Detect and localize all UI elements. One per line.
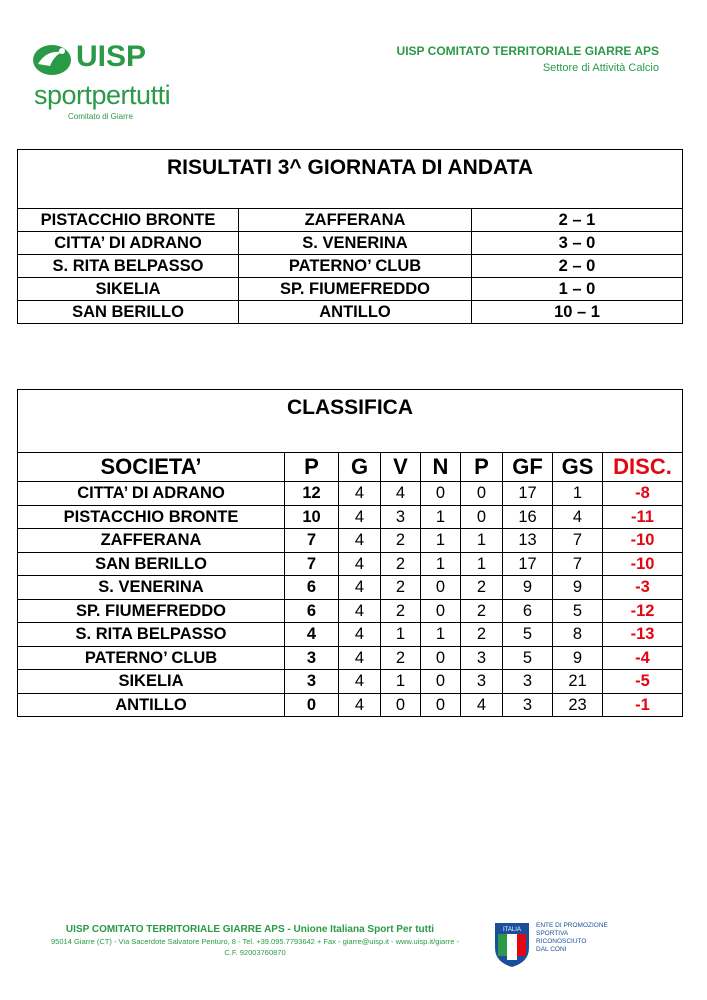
footer-cf: C.F. 92003760870 bbox=[224, 948, 286, 957]
draws: 1 bbox=[421, 552, 461, 576]
discipline-points: -12 bbox=[603, 599, 683, 623]
draws: 1 bbox=[421, 529, 461, 553]
played: 4 bbox=[339, 623, 381, 647]
losses: 1 bbox=[461, 552, 503, 576]
team-name: PATERNO’ CLUB bbox=[18, 646, 285, 670]
goals-against: 8 bbox=[553, 623, 603, 647]
goals-for: 6 bbox=[503, 599, 553, 623]
points: 3 bbox=[285, 670, 339, 694]
discipline-points: -5 bbox=[603, 670, 683, 694]
wins: 4 bbox=[381, 482, 421, 506]
goals-for: 17 bbox=[503, 482, 553, 506]
logo-brand: UISP bbox=[76, 40, 147, 73]
match-row bbox=[18, 255, 683, 278]
losses: 3 bbox=[461, 646, 503, 670]
team-name: SIKELIA bbox=[18, 670, 285, 694]
points: 6 bbox=[285, 576, 339, 600]
org-subtitle: Settore di Attività Calcio bbox=[542, 62, 659, 74]
column-header: SOCIETA’ bbox=[18, 453, 285, 482]
column-header: N bbox=[421, 453, 461, 482]
coni-line: SPORTIVA bbox=[536, 930, 569, 937]
org-title: UISP COMITATO TERRITORIALE GIARRE APS bbox=[396, 44, 659, 58]
standings-row bbox=[18, 529, 683, 553]
wins: 0 bbox=[381, 693, 421, 717]
goals-against: 9 bbox=[553, 646, 603, 670]
home-team: PISTACCHIO BRONTE bbox=[18, 209, 239, 232]
played: 4 bbox=[339, 646, 381, 670]
losses: 2 bbox=[461, 623, 503, 647]
coni-line: RICONOSCIUTO bbox=[536, 938, 587, 945]
team-name: S. RITA BELPASSO bbox=[18, 623, 285, 647]
points: 7 bbox=[285, 529, 339, 553]
points: 4 bbox=[285, 623, 339, 647]
standings-table bbox=[17, 389, 683, 717]
draws: 1 bbox=[421, 623, 461, 647]
coni-country-label: ITALIA bbox=[503, 927, 521, 933]
points: 3 bbox=[285, 646, 339, 670]
home-team: CITTA’ DI ADRANO bbox=[18, 232, 239, 255]
goals-against: 4 bbox=[553, 505, 603, 529]
standings-row bbox=[18, 646, 683, 670]
match-row bbox=[18, 301, 683, 324]
played: 4 bbox=[339, 529, 381, 553]
played: 4 bbox=[339, 576, 381, 600]
home-team: SIKELIA bbox=[18, 278, 239, 301]
losses: 0 bbox=[461, 482, 503, 506]
discipline-points: -4 bbox=[603, 646, 683, 670]
discipline-points: -1 bbox=[603, 693, 683, 717]
wins: 2 bbox=[381, 599, 421, 623]
away-team: ANTILLO bbox=[239, 301, 472, 324]
match-score: 3 – 0 bbox=[472, 232, 683, 255]
goals-for: 13 bbox=[503, 529, 553, 553]
runner-logo-icon bbox=[32, 42, 74, 78]
match-score: 10 – 1 bbox=[472, 301, 683, 324]
standings-row bbox=[18, 576, 683, 600]
footer-address: 95014 Giarre (CT) - Via Sacerdote Salvatore Penturo, 8 - Tel. +39.095.7793642 + Fax - giarre@uisp.it - www.uisp.it/giarre - bbox=[51, 937, 459, 946]
played: 4 bbox=[339, 552, 381, 576]
draws: 0 bbox=[421, 576, 461, 600]
home-team: SAN BERILLO bbox=[18, 301, 239, 324]
home-team: S. RITA BELPASSO bbox=[18, 255, 239, 278]
goals-against: 21 bbox=[553, 670, 603, 694]
team-name: PISTACCHIO BRONTE bbox=[18, 505, 285, 529]
losses: 1 bbox=[461, 529, 503, 553]
column-header: GF bbox=[503, 453, 553, 482]
losses: 0 bbox=[461, 505, 503, 529]
wins: 1 bbox=[381, 670, 421, 694]
goals-against: 7 bbox=[553, 529, 603, 553]
played: 4 bbox=[339, 505, 381, 529]
discipline-points: -11 bbox=[603, 505, 683, 529]
goals-against: 9 bbox=[553, 576, 603, 600]
match-score: 2 – 1 bbox=[472, 209, 683, 232]
team-name: CITTA’ DI ADRANO bbox=[18, 482, 285, 506]
standings-row bbox=[18, 505, 683, 529]
points: 12 bbox=[285, 482, 339, 506]
match-row bbox=[18, 278, 683, 301]
losses: 3 bbox=[461, 670, 503, 694]
discipline-points: -13 bbox=[603, 623, 683, 647]
away-team: PATERNO’ CLUB bbox=[239, 255, 472, 278]
italia-shield-icon bbox=[494, 922, 530, 968]
goals-for: 5 bbox=[503, 646, 553, 670]
column-header: GS bbox=[553, 453, 603, 482]
column-header: P bbox=[461, 453, 503, 482]
played: 4 bbox=[339, 482, 381, 506]
wins: 2 bbox=[381, 576, 421, 600]
points: 10 bbox=[285, 505, 339, 529]
draws: 0 bbox=[421, 670, 461, 694]
discipline-points: -3 bbox=[603, 576, 683, 600]
team-name: ZAFFERANA bbox=[18, 529, 285, 553]
points: 0 bbox=[285, 693, 339, 717]
discipline-points: -8 bbox=[603, 482, 683, 506]
coni-text bbox=[536, 922, 608, 954]
wins: 2 bbox=[381, 529, 421, 553]
played: 4 bbox=[339, 693, 381, 717]
standings-title: CLASSIFICA bbox=[18, 390, 683, 453]
standings-row bbox=[18, 482, 683, 506]
column-header: V bbox=[381, 453, 421, 482]
team-name: SP. FIUMEFREDDO bbox=[18, 599, 285, 623]
column-header: G bbox=[339, 453, 381, 482]
match-row bbox=[18, 209, 683, 232]
match-row bbox=[18, 232, 683, 255]
coni-line: ENTE DI PROMOZIONE bbox=[536, 922, 608, 929]
played: 4 bbox=[339, 670, 381, 694]
goals-against: 7 bbox=[553, 552, 603, 576]
away-team: ZAFFERANA bbox=[239, 209, 472, 232]
team-name: ANTILLO bbox=[18, 693, 285, 717]
goals-for: 16 bbox=[503, 505, 553, 529]
wins: 1 bbox=[381, 623, 421, 647]
match-score: 2 – 0 bbox=[472, 255, 683, 278]
losses: 2 bbox=[461, 599, 503, 623]
match-score: 1 – 0 bbox=[472, 278, 683, 301]
standings-row bbox=[18, 552, 683, 576]
standings-row bbox=[18, 693, 683, 717]
draws: 0 bbox=[421, 599, 461, 623]
goals-against: 1 bbox=[553, 482, 603, 506]
away-team: SP. FIUMEFREDDO bbox=[239, 278, 472, 301]
goals-for: 9 bbox=[503, 576, 553, 600]
wins: 2 bbox=[381, 646, 421, 670]
points: 6 bbox=[285, 599, 339, 623]
uisp-logo bbox=[32, 40, 192, 130]
column-header: DISC. bbox=[603, 453, 683, 482]
column-header: P bbox=[285, 453, 339, 482]
results-table bbox=[17, 149, 683, 324]
draws: 0 bbox=[421, 693, 461, 717]
draws: 0 bbox=[421, 646, 461, 670]
standings-row bbox=[18, 623, 683, 647]
coni-line: DAL CONI bbox=[536, 946, 567, 953]
standings-row bbox=[18, 670, 683, 694]
logo-tagline: sportpertutti bbox=[34, 80, 171, 110]
losses: 4 bbox=[461, 693, 503, 717]
points: 7 bbox=[285, 552, 339, 576]
played: 4 bbox=[339, 599, 381, 623]
draws: 1 bbox=[421, 505, 461, 529]
logo-subline: Comitato di Giarre bbox=[68, 112, 133, 121]
goals-for: 3 bbox=[503, 670, 553, 694]
team-name: SAN BERILLO bbox=[18, 552, 285, 576]
discipline-points: -10 bbox=[603, 552, 683, 576]
away-team: S. VENERINA bbox=[239, 232, 472, 255]
goals-for: 3 bbox=[503, 693, 553, 717]
discipline-points: -10 bbox=[603, 529, 683, 553]
wins: 2 bbox=[381, 552, 421, 576]
team-name: S. VENERINA bbox=[18, 576, 285, 600]
wins: 3 bbox=[381, 505, 421, 529]
standings-row bbox=[18, 599, 683, 623]
goals-for: 5 bbox=[503, 623, 553, 647]
results-title: RISULTATI 3^ GIORNATA DI ANDATA bbox=[18, 150, 683, 209]
draws: 0 bbox=[421, 482, 461, 506]
goals-against: 23 bbox=[553, 693, 603, 717]
losses: 2 bbox=[461, 576, 503, 600]
goals-against: 5 bbox=[553, 599, 603, 623]
footer-title: UISP COMITATO TERRITORIALE GIARRE APS - Unione Italiana Sport Per tutti bbox=[65, 924, 435, 935]
goals-for: 17 bbox=[503, 552, 553, 576]
